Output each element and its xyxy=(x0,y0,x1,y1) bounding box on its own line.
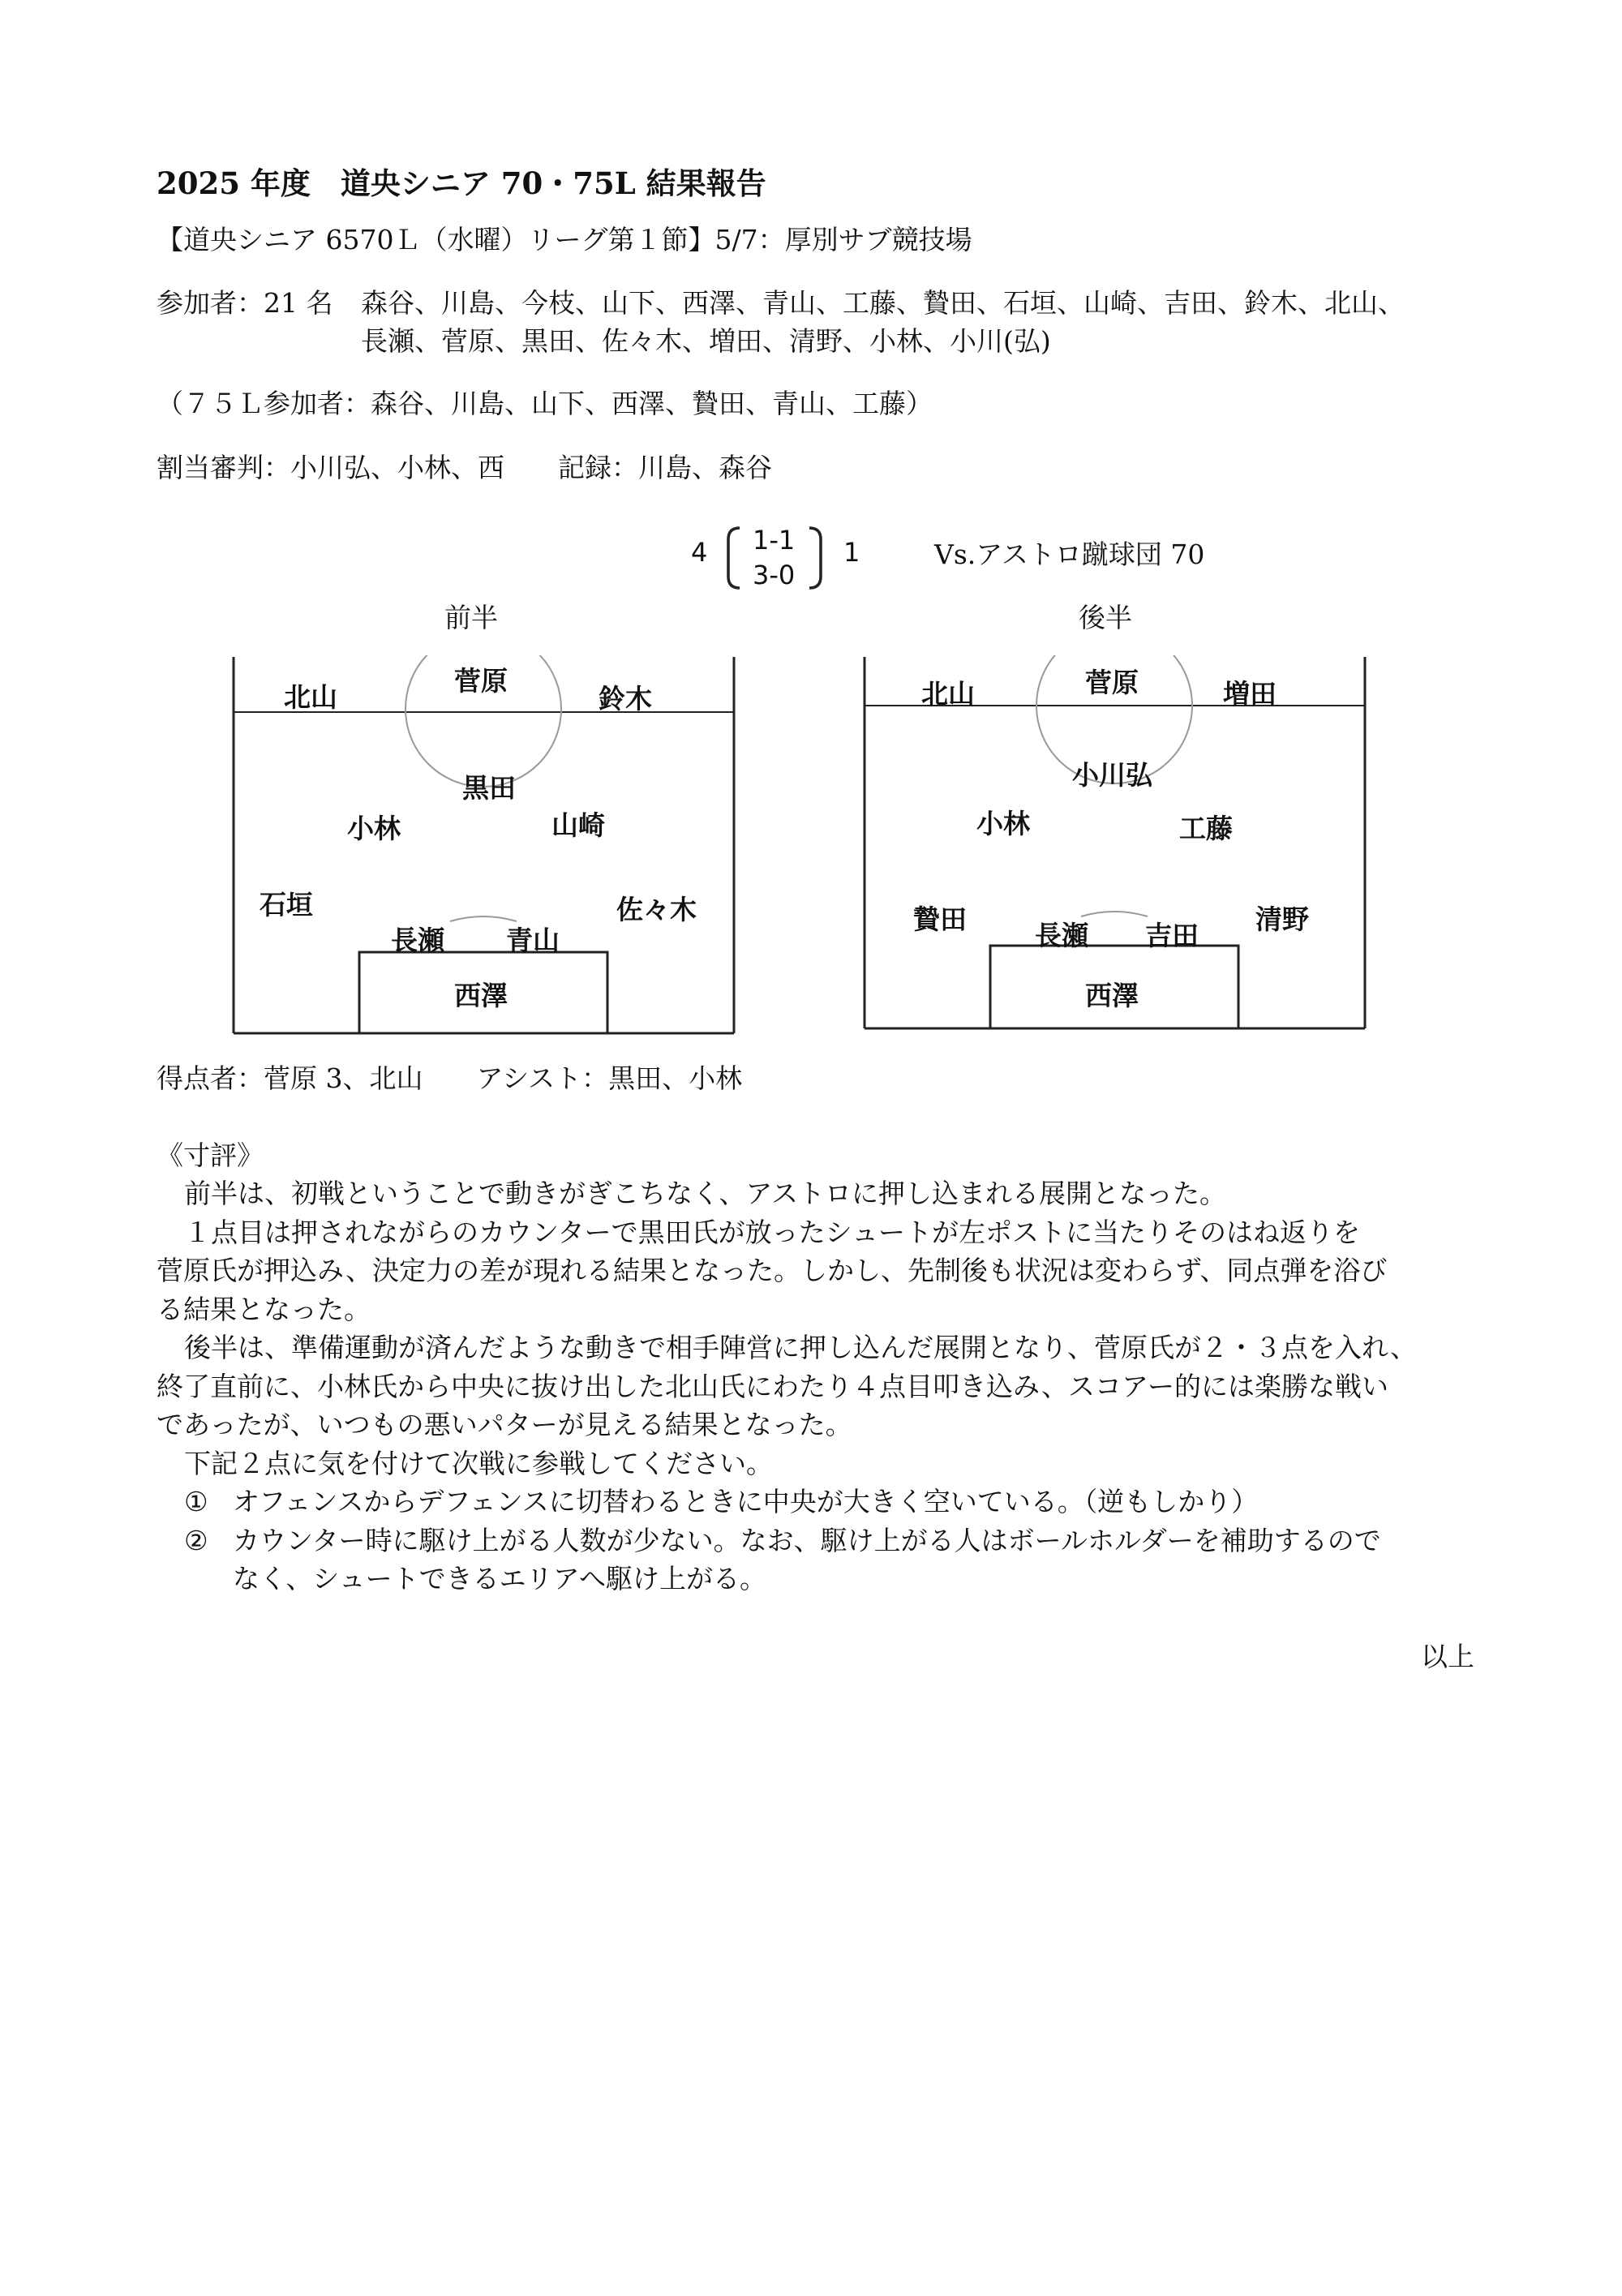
officials: 割当審判：小川弘、小林、西 記録：川島、森谷 xyxy=(157,452,772,483)
participants-label: 参加者：21 名 xyxy=(157,287,333,319)
review-p2-line2: 菅原氏が押込み、決定力の差が現れる結果となった。しかし、先制後も状況は変わらず、同点弾を浴び xyxy=(157,1255,1388,1286)
player-lm: 小林 xyxy=(347,813,401,844)
review-p2-line1: １点目は押されながらのカウンターで黒田氏が放ったシュートが左ポストに当たりそのはね返りを xyxy=(184,1217,1361,1248)
player-lm: 小林 xyxy=(976,808,1030,839)
player-lw: 北山 xyxy=(284,681,337,713)
item1-text: オフェンスからデフェンスに切替わるときに中央が大きく空いている。（逆もしかり） xyxy=(233,1486,1259,1517)
scorers-assists: 得点者：菅原 3、北山 アシスト：黒田、小林 xyxy=(157,1062,743,1094)
item2-text-line1: カウンター時に駆け上がる人数が少ない。なお、駆け上がる人はボールホルダーを補助するので xyxy=(233,1525,1381,1556)
opponent: Vs.アストロ蹴球団 70 xyxy=(934,539,1205,570)
player-cm: 黒田 xyxy=(462,772,516,804)
review-p2-line3: る結果となった。 xyxy=(157,1294,371,1325)
item2-text-line2: なく、シュートできるエリアへ駆け上がる。 xyxy=(233,1563,767,1594)
player-lw: 北山 xyxy=(921,678,975,710)
player-rw: 鈴木 xyxy=(599,683,652,715)
first-half-score: 1-1 xyxy=(753,525,796,556)
review-p3-line3: であったが、いつもの悪いパターが見える結果となった。 xyxy=(157,1409,852,1440)
closing: 以上 xyxy=(1421,1641,1474,1672)
player-lb: 贄田 xyxy=(913,903,967,935)
player-cf: 菅原 xyxy=(454,665,508,697)
player-lb: 石垣 xyxy=(260,889,313,921)
review-heading: 《寸評》 xyxy=(157,1139,264,1171)
player-lcb: 長瀬 xyxy=(1035,920,1088,951)
review-p1: 前半は、初戦ということで動きがぎこちなく、アストロに押し込まれる展開となった。 xyxy=(184,1178,1227,1209)
second-half-label: 後半 xyxy=(1079,602,1132,633)
first-half-label: 前半 xyxy=(444,602,498,633)
player-rcb: 青山 xyxy=(506,925,560,956)
player-rb: 佐々木 xyxy=(616,894,697,925)
home-total: 4 xyxy=(691,537,708,568)
second-half-score: 3-0 xyxy=(753,560,796,590)
item2-marker: ② xyxy=(184,1525,208,1556)
player-rw: 増田 xyxy=(1223,678,1277,710)
player-lcb: 長瀬 xyxy=(391,925,444,956)
player-rcb: 吉田 xyxy=(1145,920,1199,951)
away-total: 1 xyxy=(843,537,860,568)
item1-marker: ① xyxy=(184,1486,208,1517)
report-title: 2025 年度 道央シニア 70・75L 結果報告 xyxy=(157,165,766,201)
player-cf: 菅原 xyxy=(1085,667,1139,698)
player-rm: 工藤 xyxy=(1179,813,1233,844)
participants-75l: （７５Ｌ参加者：森谷、川島、山下、西澤、贄田、青山、工藤） xyxy=(157,388,933,419)
review-p4: 下記２点に気を付けて次戦に参戦してください。 xyxy=(184,1448,773,1479)
review-p3-line2: 終了直前に、小林氏から中央に抜け出した北山氏にわたり４点目叩き込み、スコアー的には楽勝な戦い xyxy=(157,1371,1388,1402)
participants-line-1: 森谷、川島、今枝、山下、西澤、青山、工藤、贄田、石垣、山崎、吉田、鈴木、北山、 xyxy=(361,287,1405,319)
review-p3-line1: 後半は、準備運動が済んだような動きで相手陣営に押し込んだ展開となり、菅原氏が２・３点を入れ、 xyxy=(184,1332,1417,1363)
player-rm: 山崎 xyxy=(551,809,605,841)
player-rb: 清野 xyxy=(1255,903,1309,935)
match-header: 【道央シニア 6570Ｌ（水曜）リーグ第１節】5/7：厚別サブ競技場 xyxy=(157,224,972,255)
player-gk: 西澤 xyxy=(1085,980,1139,1011)
participants-line-2: 長瀬、菅原、黒田、佐々木、増田、清野、小林、小川(弘) xyxy=(361,325,1051,357)
player-gk: 西澤 xyxy=(454,980,508,1011)
player-cm: 小川弘 xyxy=(1072,759,1152,791)
